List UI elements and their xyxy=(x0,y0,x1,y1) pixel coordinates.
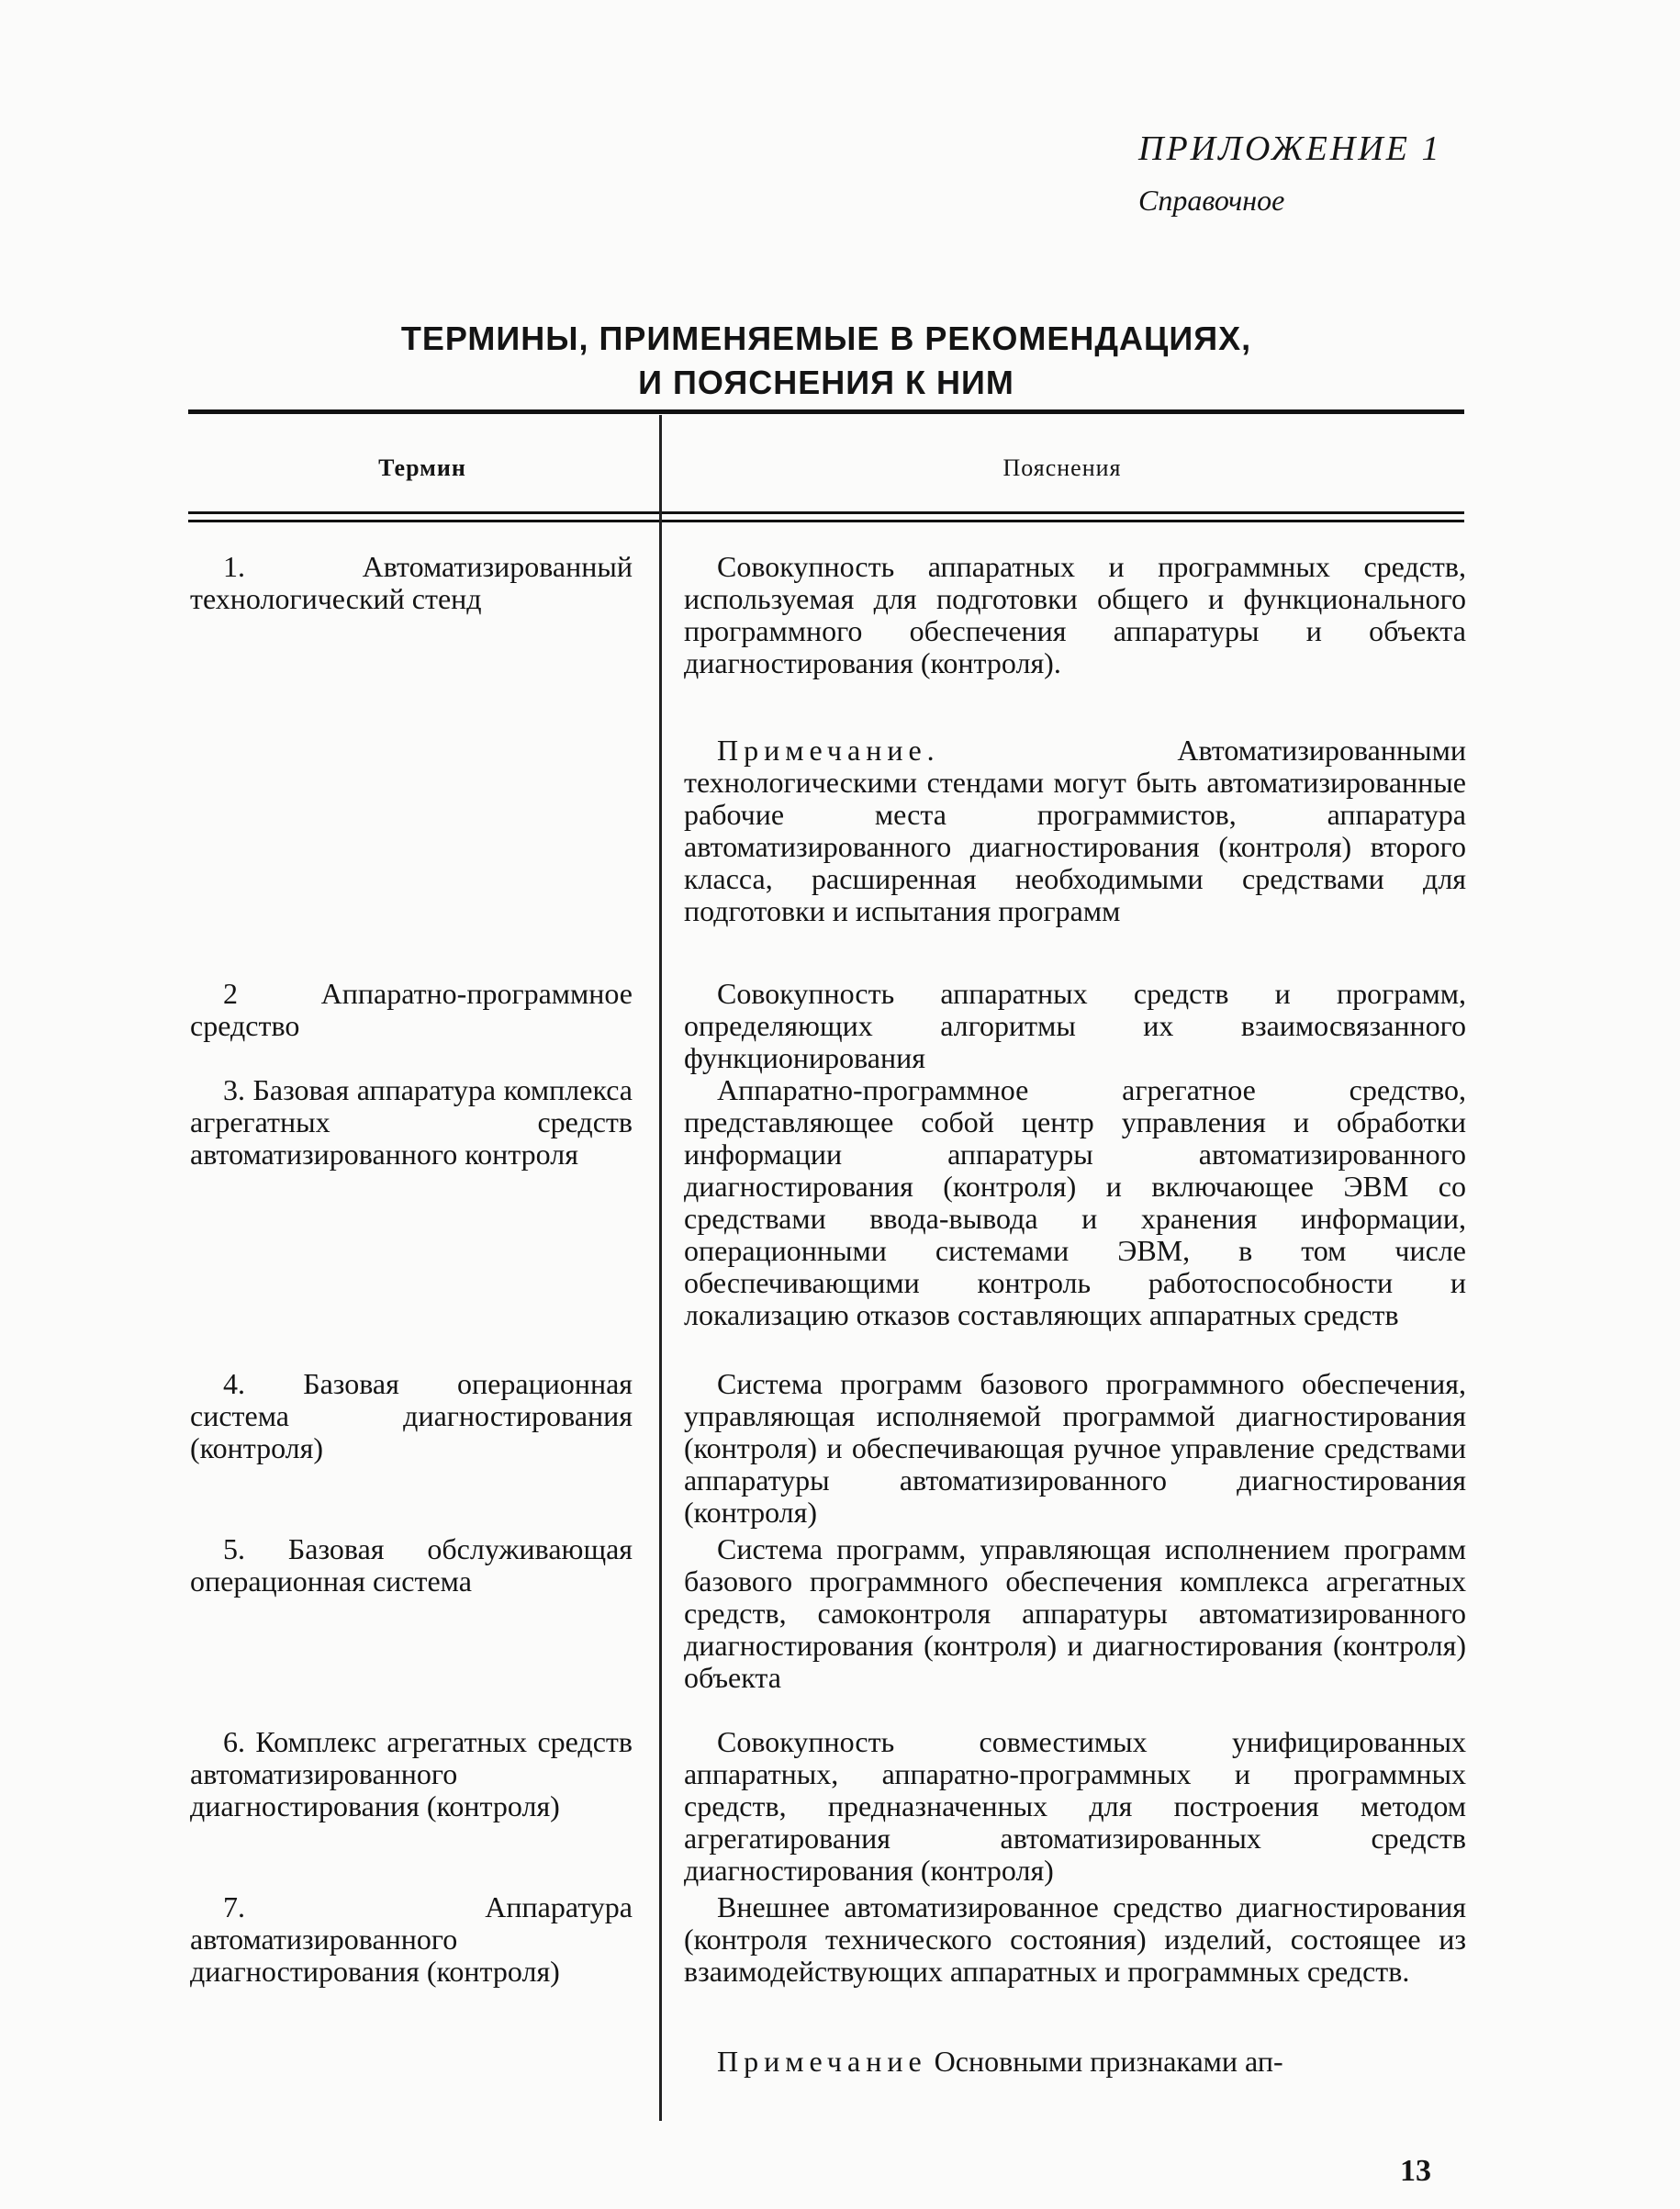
column-divider xyxy=(659,415,662,2121)
term-6: 6. Комплекс агрегатных средств автоматизированного диагностирования (контроля) xyxy=(190,1725,633,1822)
note-1-text: Автоматизированными технологическими стендами могут быть автоматизированные рабочие места программистов, аппаратура автоматизированного диагностирования (контроля) второго класса, расширенная необходимыми средствами для подготовки и испытания программ xyxy=(684,734,1466,927)
page-number: 13 xyxy=(1400,2154,1431,2188)
term-1: 1. Автоматизированный технологический стенд xyxy=(190,550,633,615)
note-7-text: Основными признаками ап- xyxy=(934,2045,1283,2078)
explanation-7: Внешнее автоматизированное средство диагностирования (контроля технического состояния) изделий, состоящее из взаимодействующих аппаратных и программных средств. xyxy=(684,1890,1466,1988)
explanation-1: Совокупность аппаратных и программных средств, используемая для подготовки общего и функционального программного обеспечения аппаратуры и объекта диагностирования (контроля). xyxy=(684,550,1466,679)
appendix-label: ПРИЛОЖЕНИЕ 1 xyxy=(1138,129,1442,168)
table-top-rule xyxy=(188,409,1464,414)
title-line-1: ТЕРМИНЫ, ПРИМЕНЯЕМЫЕ В РЕКОМЕНДАЦИЯХ, xyxy=(400,320,1252,357)
explanation-4: Система программ базового программного обеспечения, управляющая исполняемой программой диагностирования (контроля) и обеспечивающая ручное управление средствами аппаратуры автоматизированного диагностирования (контроля) xyxy=(684,1367,1466,1529)
term-7: 7. Аппаратура автоматизированного диагностирования (контроля) xyxy=(190,1890,633,1988)
explanation-5: Система программ, управляющая исполнением программ базового программного обеспечения комплекса агрегатных средств, самоконтроля аппаратуры автоматизированного диагностирования (контроля) и диагностирования (контроля) объекта xyxy=(684,1532,1466,1694)
note-1 xyxy=(684,734,1466,927)
term-4: 4. Базовая операционная система диагностирования (контроля) xyxy=(190,1367,633,1464)
explanation-2: Совокупность аппаратных средств и программ, определяющих алгоритмы их взаимосвязанного функционирования xyxy=(684,977,1466,1074)
appendix-note: Справочное xyxy=(1138,184,1285,217)
header-rule-upper xyxy=(188,511,1464,514)
note-7 xyxy=(684,2046,1466,2078)
title-line-2: И ПОЯСНЕНИЯ К НИМ xyxy=(638,364,1014,401)
header-rule-lower xyxy=(188,520,1464,522)
explanation-3: Аппаратно-программное агрегатное средство, представляющее собой центр управления и обработки информации аппаратуры автоматизированного диагностирования (контроля) и включающее ЭВМ со средствами ввода-вывода и хранения информации, операционными системами ЭВМ, в том числе обеспечивающими контроль работоспособности и локализацию отказов составляющих аппаратных средств xyxy=(684,1073,1466,1331)
note-1-label: Примечание. xyxy=(717,734,940,767)
column-header-term: Термин xyxy=(378,454,466,481)
column-header-explanation: Пояснения xyxy=(1002,454,1122,481)
explanation-6: Совокупность совместимых унифицированных аппаратных, аппаратно-программных и программных средств, предназначенных для построения методом агрегатирования автоматизированных средств диагностирования (контроля) xyxy=(684,1725,1466,1887)
term-5: 5. Базовая обслуживающая операционная система xyxy=(190,1532,633,1598)
note-7-label: Примечание xyxy=(717,2045,927,2078)
term-3: 3. Базовая аппаратура комплекса агрегатных средств автоматизированного контроля xyxy=(190,1073,633,1171)
term-2: 2 Аппаратно-программное средство xyxy=(190,977,633,1042)
page-title xyxy=(184,317,1469,405)
